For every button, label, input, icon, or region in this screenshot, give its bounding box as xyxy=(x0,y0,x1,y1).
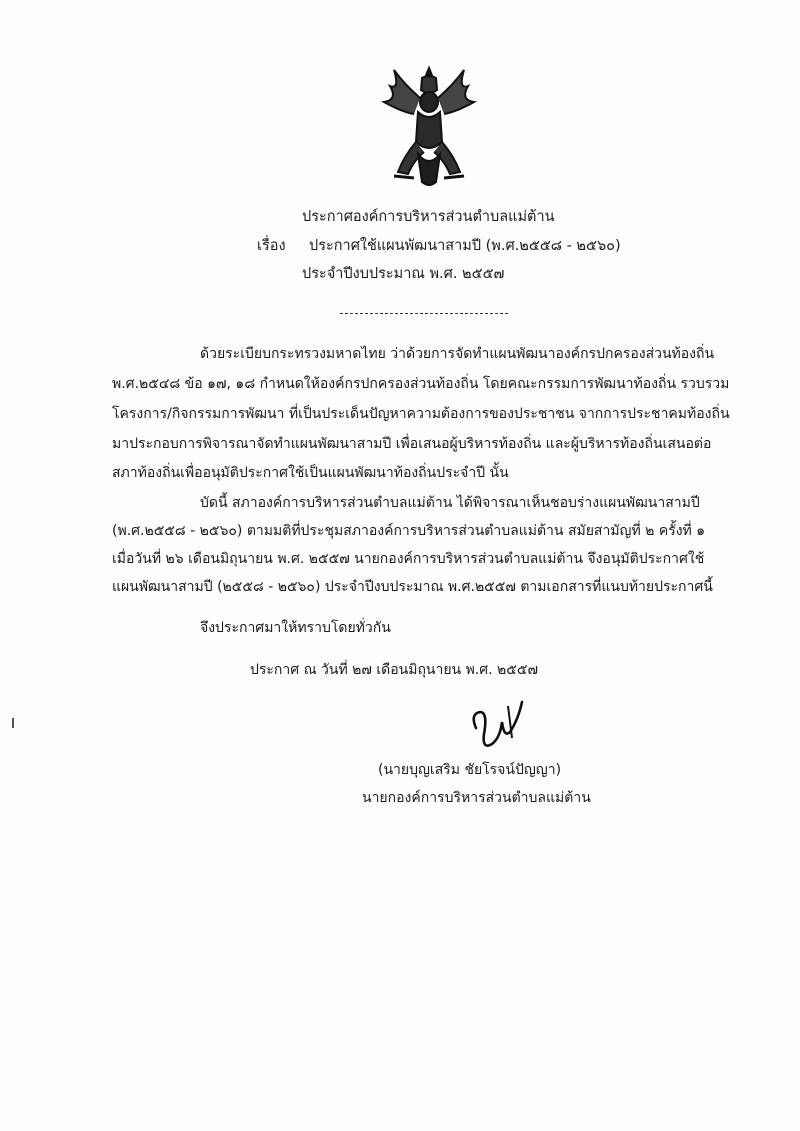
body-line: พ.ศ.๒๕๔๘ ข้อ ๑๗, ๑๘ กำหนดให้องค์กรปกครองส่วนท้องถิ่น โดยคณะกรรมการพัฒนาท้องถิ่น รวบรวม xyxy=(112,376,730,392)
body-line: บัดนี้ สภาองค์การบริหารส่วนตำบลแม่ต้าน ได้พิจารณาเห็นชอบร่างแผนพัฒนาสามปี xyxy=(200,495,700,511)
body-line: สภาท้องถิ่นเพื่ออนุมัติประกาศใช้เป็นแผนพัฒนาท้องถิ่นประจำปี นั้น xyxy=(112,465,509,481)
garuda-emblem xyxy=(374,64,484,190)
announcement-title: ประกาศองค์การบริหารส่วนตำบลแม่ต้าน xyxy=(302,209,555,225)
signer-name: (นายบุญเสริม ชัยโรจน์ปัญญา) xyxy=(378,762,562,778)
subject-label: เรื่อง xyxy=(257,238,286,254)
subject-text: ประกาศใช้แผนพัฒนาสามปี (พ.ศ.๒๕๕๘ - ๒๕๖๐) xyxy=(309,238,621,254)
date-line: ประกาศ ณ วันที่ ๒๗ เดือนมิถุนายน พ.ศ. ๒๕๕๗ xyxy=(250,662,538,678)
body-line: เมื่อวันที่ ๒๖ เดือนมิถุนายน พ.ศ. ๒๕๕๗ นายกองค์การบริหารส่วนตำบลแม่ต้าน จึงอนุมัติประกาศใช้ xyxy=(112,551,705,567)
body-line: โครงการ/กิจกรรมการพัฒนา ที่เป็นประเด็นปัญหาความต้องการของประชาชน จากการประชาคมท้องถิ่น xyxy=(112,406,730,422)
handwritten-signature xyxy=(462,698,532,758)
header-divider xyxy=(340,313,508,314)
body-line: (พ.ศ.๒๕๕๘ - ๒๕๖๐) ตามมติที่ประชุมสภาองค์การบริหารส่วนตำบลแม่ต้าน สมัยสามัญที่ ๒ ครั้งที่ ๑ xyxy=(112,523,706,539)
body-line: มาประกอบการพิจารณาจัดทำแผนพัฒนาสามปี เพื่อเสนอผู้บริหารท้องถิ่น และผู้บริหารท้องถิ่นเสนอต่อ xyxy=(112,436,712,452)
body-line: ด้วยระเบียบกระทรวงมหาดไทย ว่าด้วยการจัดทำแผนพัฒนาองค์กรปกครองส่วนท้องถิ่น xyxy=(200,346,715,362)
scan-speck xyxy=(12,718,14,728)
closing-line: จึงประกาศมาให้ทราบโดยทั่วกัน xyxy=(200,620,391,636)
fiscal-year-line: ประจำปีงบประมาณ พ.ศ. ๒๕๕๗ xyxy=(302,266,505,282)
body-line: แผนพัฒนาสามปี (๒๕๕๘ - ๒๕๖๐) ประจำปีงบประมาณ พ.ศ.๒๕๕๗ ตามเอกสารที่แนบท้ายประกาศนี้ xyxy=(112,579,713,595)
signer-position: นายกองค์การบริหารส่วนตำบลแม่ต้าน xyxy=(362,790,591,806)
